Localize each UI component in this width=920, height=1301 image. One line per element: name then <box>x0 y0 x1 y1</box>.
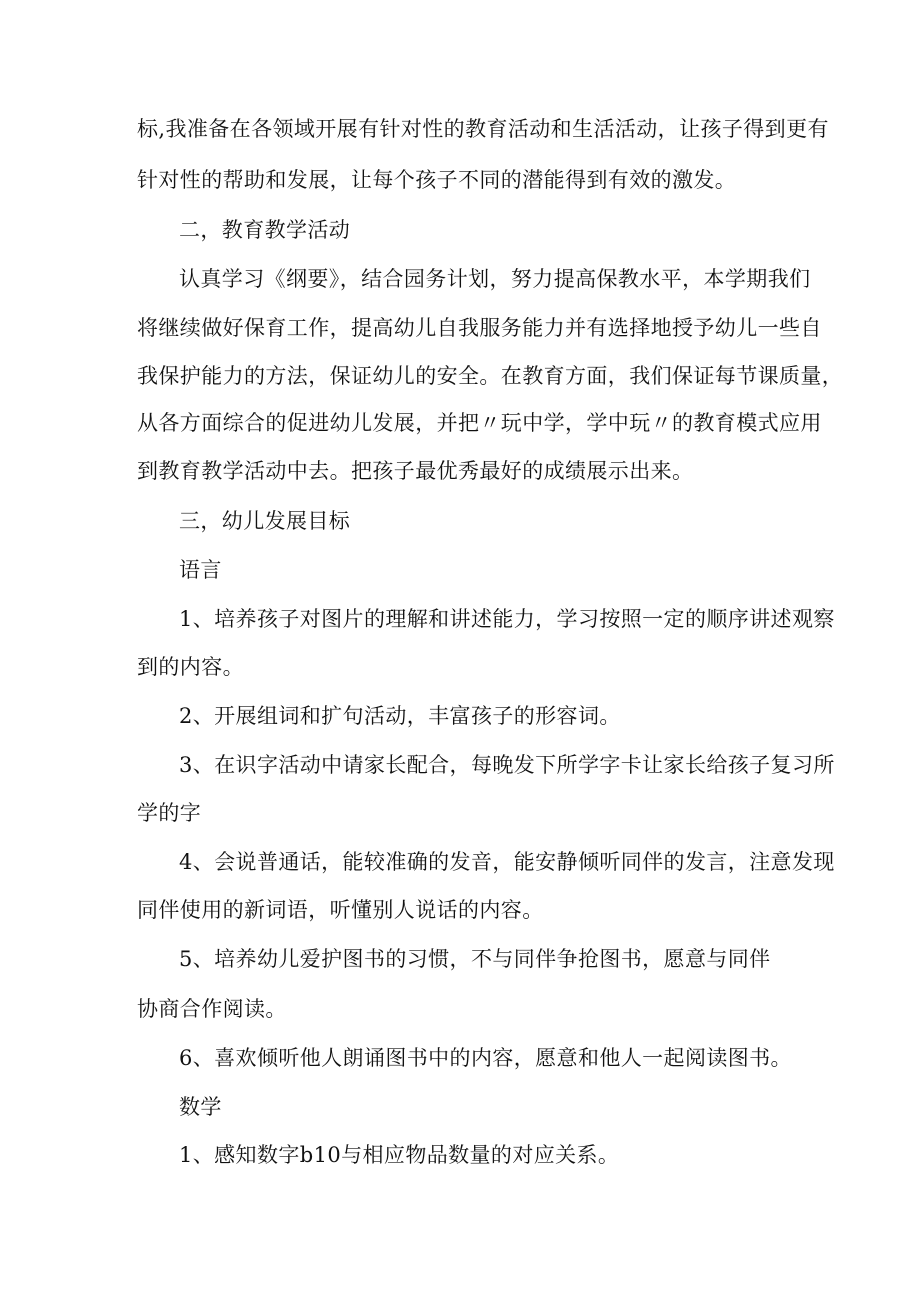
list-item: 6、喜欢倾听他人朗诵图书中的内容，愿意和他人一起阅读图书。 <box>179 1046 792 1070</box>
list-item: 5、培养幼儿爱护图书的习惯，不与同伴争抢图书，愿意与同伴 <box>179 947 771 971</box>
list-item: 4、会说普通话，能较准确的发音，能安静倾听同伴的发言，注意发现 <box>179 850 835 874</box>
text-line: 将继续做好保育工作，提高幼儿自我服务能力并有选择地授予幼儿一些自 <box>137 316 822 340</box>
text-line: 认真学习《纲要》，结合园务计划，努力提高保教水平，本学期我们 <box>179 267 811 291</box>
section-heading: 三，幼儿发展目标 <box>179 509 351 533</box>
text-line: 到的内容。 <box>137 655 244 679</box>
text-line: 同伴使用的新词语，听懂别人说话的内容。 <box>137 898 544 922</box>
list-item: 3、在识字活动中请家长配合，每晚发下所学字卡让家长给孩子复习所 <box>179 753 835 777</box>
text-line: 从各方面综合的促进幼儿发展，并把〃玩中学，学中玩〃的教育模式应用 <box>137 411 822 435</box>
list-item: 2、开展组词和扩句活动，丰富孩子的形容词。 <box>179 704 621 728</box>
text-line: 协商合作阅读。 <box>137 997 287 1021</box>
subsection-heading: 数学 <box>179 1095 222 1119</box>
section-heading: 二，教育教学活动 <box>179 218 351 242</box>
list-item: 1、培养孩子对图片的理解和讲述能力，学习按照一定的顺序讲述观察 <box>179 607 835 631</box>
list-item: 1、感知数字b10与相应物品数量的对应关系。 <box>179 1143 620 1167</box>
text-line: 标,我准备在各领域开展有针对性的教育活动和生活活动，让孩子得到更有 <box>137 117 829 141</box>
subsection-heading: 语言 <box>179 558 222 582</box>
text-line: 针对性的帮助和发展，让每个孩子不同的潜能得到有效的激发。 <box>137 168 737 192</box>
text-line: 我保护能力的方法，保证幼儿的安全。在教育方面，我们保证每节课质量， <box>137 364 844 388</box>
text-line: 到教育教学活动中去。把孩子最优秀最好的成绩展示出来。 <box>137 459 694 483</box>
text-line: 学的字 <box>137 801 202 825</box>
